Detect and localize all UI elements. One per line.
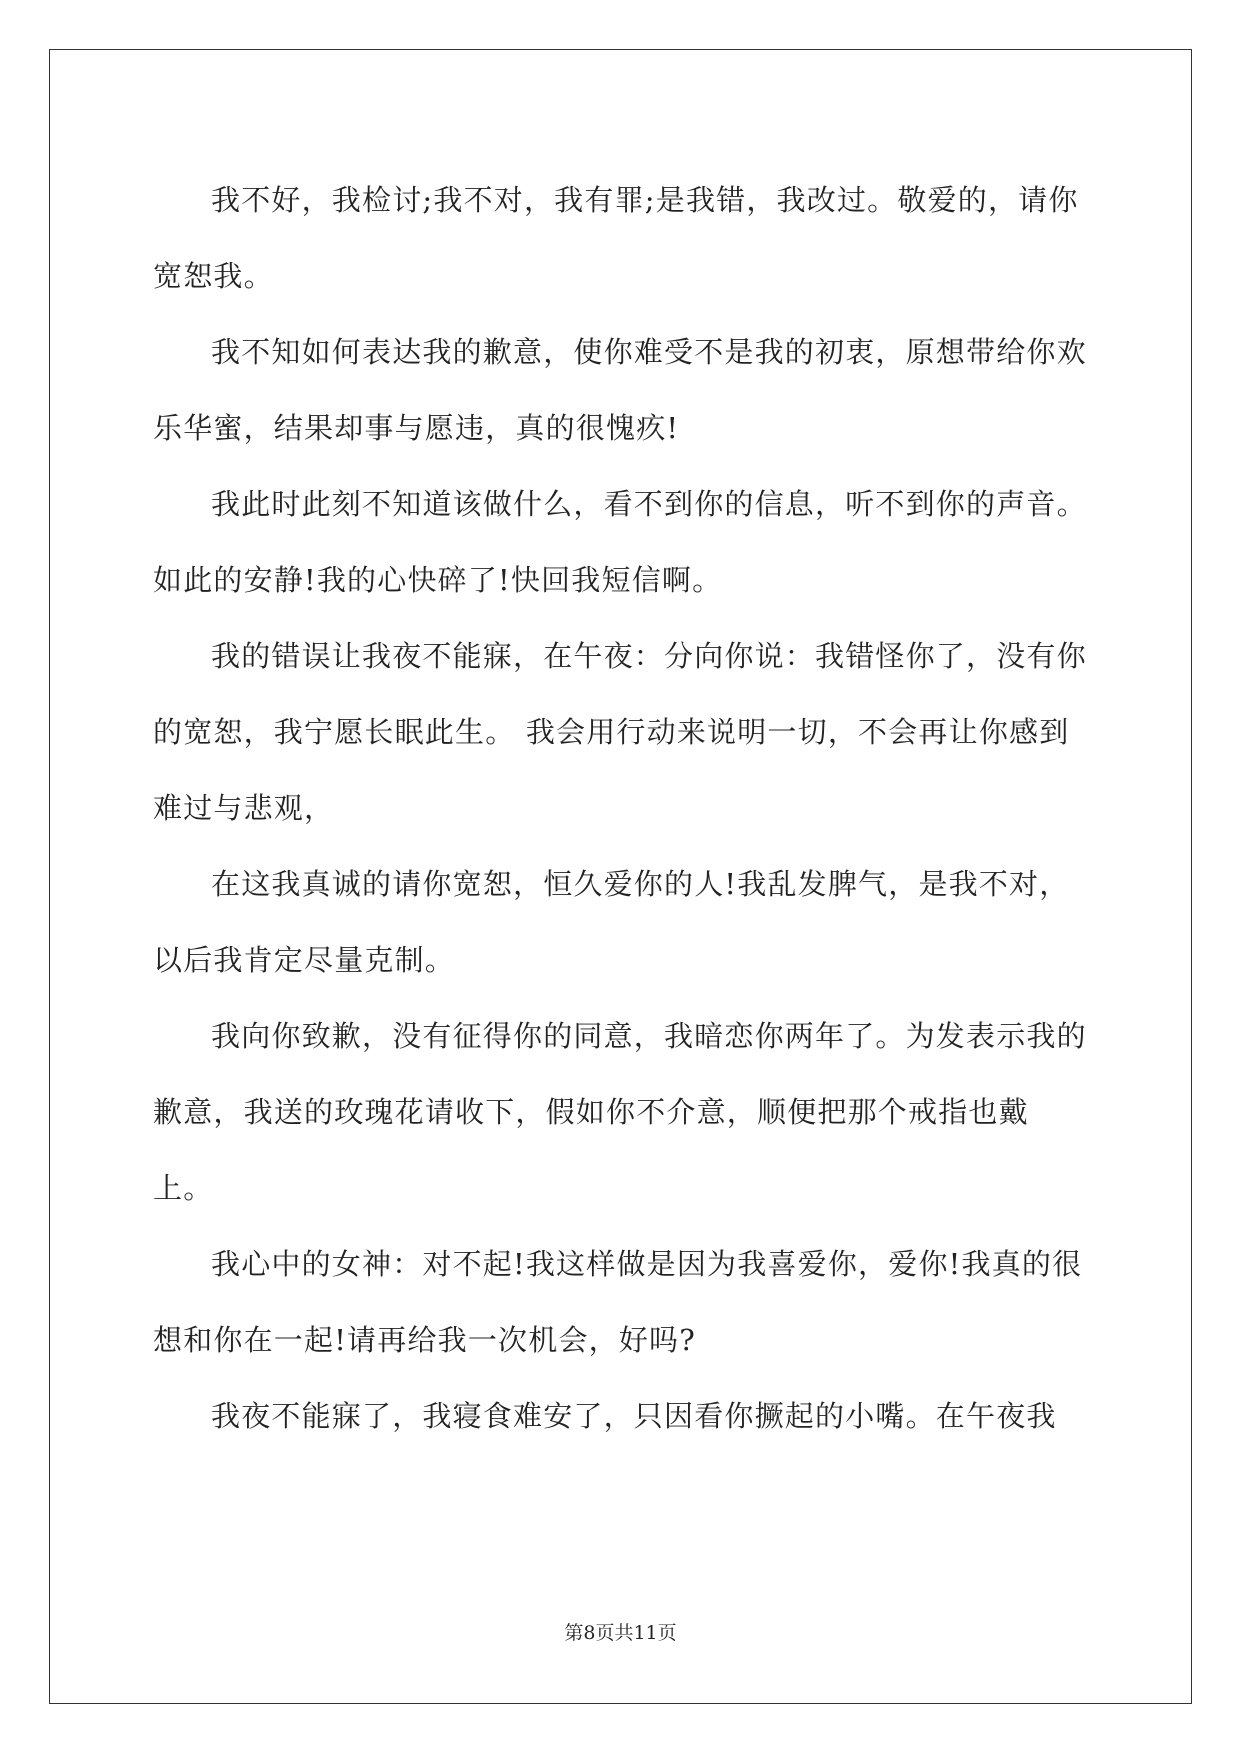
paragraph: 我的错误让我夜不能寐，在午夜：分向你说：我错怪你了，没有你的宽恕，我宁愿长眠此生。 我会用行动来说明一切，不会再让你感到难过与悲观， — [153, 639, 1087, 825]
document-body — [153, 162, 1088, 1454]
paragraph: 我不好，我检讨;我不对，我有罪;是我错，我改过。敬爱的，请你宽恕我。 — [153, 183, 1079, 293]
page-number: 第8页 — [564, 1622, 615, 1644]
page-footer — [0, 1621, 1241, 1645]
paragraph: 我夜不能寐了，我寝食难安了，只因看你撅起的小嘴。在午夜我 — [211, 1399, 1057, 1433]
paragraph: 我心中的女神：对不起!我这样做是因为我喜爱你，爱你!我真的很想和你在一起!请再给我一次机会，好吗? — [153, 1247, 1083, 1357]
paragraph: 我不知如何表达我的歉意，使你难受不是我的初衷，原想带给你欢乐华蜜，结果却事与愿违，真的很愧疚! — [153, 335, 1087, 445]
paragraph: 我此时此刻不知道该做什么，看不到你的信息，听不到你的声音。如此的安静!我的心快碎了!快回我短信啊。 — [153, 487, 1087, 597]
paragraph: 我向你致歉，没有征得你的同意，我暗恋你两年了。为发表示我的歉意，我送的玫瑰花请收下，假如你不介意，顺便把那个戒指也戴上。 — [153, 1019, 1087, 1205]
paragraph: 在这我真诚的请你宽恕，恒久爱你的人!我乱发脾气，是我不对，以后我肯定尽量克制。 — [153, 867, 1070, 977]
page-total: 共11页 — [614, 1622, 677, 1644]
